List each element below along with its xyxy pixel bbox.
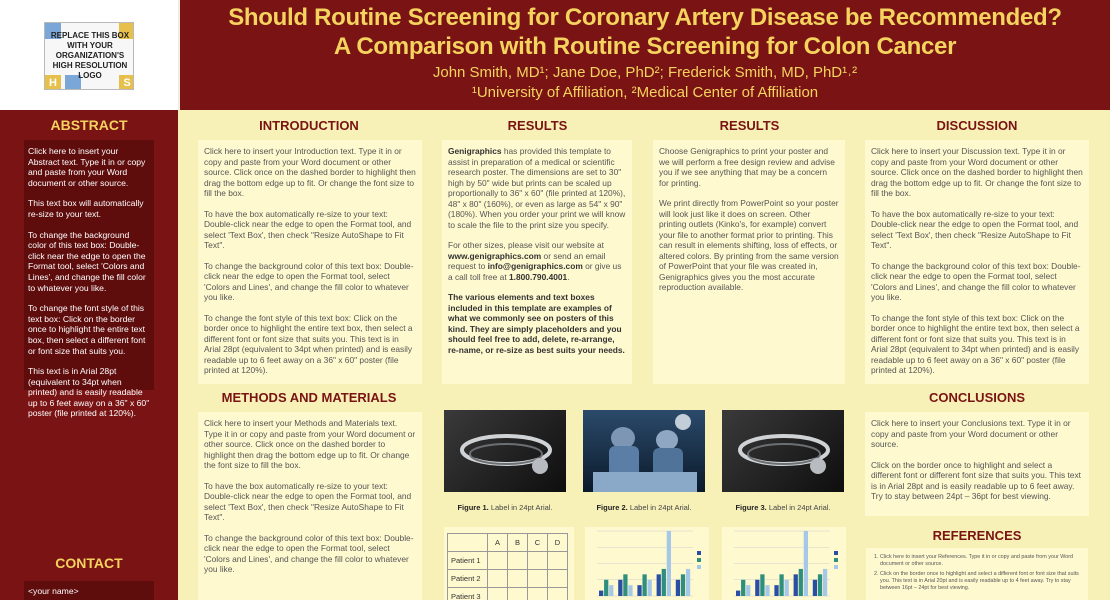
chart-bar [736,591,740,596]
chart-legend-swatch [697,558,701,562]
chart-legend-swatch [834,551,838,555]
chart-bar [804,531,808,596]
stethoscope-icon [722,410,844,492]
website-link[interactable]: www.genigraphics.com [448,250,542,261]
results-paragraph [448,292,626,355]
reference-item: 1. Click here to insert your References. Type it in or copy and paste from your Word document or other source. [880,554,1082,568]
abstract-paragraph: To change the background color of this text box: Double-click near the edge to open the Format tool, select 'Colors and Lines', and change the fill color to whatever you like. [28,229,146,293]
figure-3-image[interactable] [722,410,844,492]
table-cell [548,552,568,570]
table-cell [528,588,548,600]
figure-3-caption [713,503,853,512]
figure-2-caption [574,503,714,512]
results-heading: RESULTS [507,118,568,133]
introduction-paragraph: Click here to insert your Introduction text. Type it in or copy and paste from your Word document or other source. Click once on the dashed border to highlight then drag the bottom edge up to fit. Or change the font size to fill the box. [204,146,416,198]
results-paragraph: We print directly from PowerPoint so your poster will look just like it does on screen. Other printing outlets (Kinko's, for example) convert your file to another format prior to printing. This can result in elements shifting, loss of effects, or altered colors. By printing from the same version of PowerPoint that your file was created in, Genigraphics gives you the most accurate reproduction available. [659,198,839,292]
chart-legend-swatch [697,565,701,569]
conclusions-box[interactable] [865,412,1089,516]
bar-chart-svg [722,527,846,600]
table-cell [548,588,568,600]
email-link[interactable]: info@genigraphics.com [487,261,583,271]
left-column [0,110,178,600]
results-text: or give us a call toll free at [448,261,622,282]
table-cell [528,552,548,570]
methods-heading: METHODS AND MATERIALS [221,390,397,405]
chart-bar [799,569,803,596]
chart-bar [609,585,613,596]
table-cell [488,552,508,570]
poster-header [0,0,1110,110]
results-paragraph [448,146,626,230]
results-box[interactable] [442,140,632,384]
table-cell [508,570,528,588]
discussion-heading: DISCUSSION [936,118,1018,133]
chart-bar [657,574,661,596]
contact-heading: CONTACT [55,555,123,571]
discussion-paragraph: To change the background color of this text box: Double-click near the edge to open the Format tool, select 'Colors and Lines', and change the fill color to whatever you like. [871,260,1081,302]
abstract-heading: ABSTRACT [50,117,128,133]
methods-paragraph: Click here to insert your Methods and Materials text. Type it in or copy and paste from your Word document or other source. Click once on the dashed border to highlight then drag the bottom edge up to fit. Or change the font size to fill the box. [204,418,416,470]
results-paragraph [448,240,626,282]
table-row-label: Patient 3 [448,588,488,600]
reference-item: 2. Click on the border once to highlight and select a different font or font size that suits you. This text is in Arial 20pt and is easily readable up to 4 feet away. Try to stay between 16pt – 24pt for best viewing. [880,571,1082,592]
chart-bar [813,580,817,596]
discussion-paragraph: Click here to insert your Discussion text. Type it in or copy and paste from your Word document or other source. Click once on the dashed border to highlight then drag the bottom edge up to fit. Or change the font size to fill the box. [871,146,1083,198]
table-row [448,588,568,600]
surgery-icon [583,410,705,492]
introduction-paragraph: To change the background color of this text box: Double-click near the edge to open the Format tool, select 'Colors and Lines', and change the fill color to whatever you like. [204,260,414,302]
introduction-paragraph: To change the font style of this text box: Click on the border once to highlight the entire text box, then select a different font or font size that suits you. This text is in Arial 28pt (equivalent to 34pt when printed) and is easily readable up to 6 feet away on a 36" x 60" poster (file printed at 120%). [204,312,413,375]
results-text: . [567,271,570,282]
chart-bar [765,585,769,596]
methods-box[interactable] [198,412,422,600]
chart-bar [686,569,690,596]
data-table-panel[interactable] [444,527,574,600]
table-row [448,552,568,570]
logo-tile: S [119,75,134,90]
bar-chart-svg [585,527,709,600]
table-cell [508,588,528,600]
introduction-paragraph: To have the box automatically re-size to your text: Double-click near the edge to open the Format tool, and select 'Text Box', then check "Resize AutoShape to Fit Text". [204,208,412,250]
methods-paragraph: To have the box automatically re-size to your text: Double-click near the edge to open the Format tool, and select 'Text Box', then check "Resize AutoShape to Fit Text". [204,480,412,522]
results-heading-2: RESULTS [719,118,780,133]
table-header-cell: B [508,534,528,552]
chart-bar [642,574,646,596]
conclusions-heading: CONCLUSIONS [928,390,1026,405]
table-header-row [448,534,568,552]
results-bold-text: The various elements and text boxes included in this template are examples of what we commonly see on posters of this kind. They are simply placeholders and you should feel free to add, delete, re-arrange, re-name, or re-size as best suits your needs. [448,292,625,355]
table-cell [528,570,548,588]
figure-label: Figure 1. [457,503,489,512]
contact-name: <your name> [28,586,79,596]
figure-caption-text: Label in 24pt Arial. [488,503,553,512]
data-table [447,533,568,600]
chart-bar [681,574,685,596]
chart-bar [774,585,778,596]
table-row [448,570,568,588]
chart-bar [755,580,759,596]
abstract-paragraph: This text box will automatically re-size to your text. [28,198,144,219]
chart-bar [818,574,822,596]
chart-bar [662,569,666,596]
table-cell [508,552,528,570]
stethoscope-icon [444,410,566,492]
logo-area [0,0,178,110]
table-row-label: Patient 1 [448,552,488,570]
results-text: has provided this template to assist in preparation of a medical or scientific research poster. The dimensions are set to 30" high by 50" wide but prints can be scaled up proportionally to 36" x 60" (file printed at 120%), 48" x 80" (160%), or even as large as 54" x 90" (180%). When you order your print we will know to scale the file to the print size you specify. [448,146,626,230]
chart-bar [785,580,789,596]
figure-2-image[interactable] [583,410,705,492]
poster-title-line2[interactable]: A Comparison with Routine Screening for Colon Cancer [333,33,957,60]
abstract-box[interactable] [24,140,154,419]
logo-placeholder[interactable] [44,22,134,90]
chart-bar [794,574,798,596]
table-header-cell: C [528,534,548,552]
bar-chart-2[interactable] [722,527,846,600]
chart-bar [623,574,627,596]
figure-1-image[interactable] [444,410,566,492]
conclusions-paragraph: Click here to insert your Conclusions text. Type it in or copy and paste from your Word document or other source. [871,418,1071,449]
discussion-box[interactable] [865,140,1089,384]
discussion-paragraph: To have the box automatically re-size to your text: Double-click near the edge to open the Format tool, and select 'Text Box', then check "Resize AutoShape to Fit Text". [871,208,1079,250]
results-box-2[interactable] [653,140,845,384]
figure-caption-text: Label in 24pt Arial. [627,503,692,512]
table-header-cell: A [488,534,508,552]
table-row-label: Patient 2 [448,570,488,588]
abstract-paragraph: To change the font style of this text box: Click on the border once to highlight the entire text box, then select a different font or font size that suits you. [28,303,146,356]
poster-affiliations[interactable]: ¹University of Affiliation, ²Medical Center of Affiliation [471,84,819,101]
bar-chart-1[interactable] [585,527,709,600]
methods-paragraph: To change the background color of this text box: Double-click near the edge to open the Format tool, select 'Colors and Lines', and change the fill color to whatever you like. [204,532,414,574]
abstract-paragraph: This text is in Arial 28pt (equivalent to 34pt when printed) and is easily readable up to 6 feet away on a 36" x 60" poster (file printed at 120%). [28,366,150,419]
introduction-box[interactable] [198,140,422,384]
chart-legend-swatch [834,565,838,569]
chart-bar [823,569,827,596]
chart-bar [760,574,764,596]
chart-bar [741,580,745,596]
figure-1-caption [435,503,575,512]
table-header-cell [448,534,488,552]
chart-bar [637,585,641,596]
introduction-heading: INTRODUCTION [259,118,359,133]
chart-bar [779,574,783,596]
chart-legend-swatch [834,558,838,562]
results-text: or send an email request to [448,250,606,271]
table-cell [488,588,508,600]
discussion-paragraph: To change the font style of this text box: Click on the border once to highlight the entire text box, then select a different font or font size that suits you. This text is in Arial 28pt (equivalent to 34pt when printed) and is easily readable up to 6 feet away on a 36" x 60" poster (file printed at 120%). [871,312,1080,375]
conclusions-paragraph: Click on the border once to highlight and select a different font or different font size that suits you. This text is in Arial 28pt and is easily readable up to 6 feet away. Try to stay between 24pt – 36pt for best viewing. [871,459,1081,501]
chart-bar [648,580,652,596]
chart-bar [746,585,750,596]
results-paragraph: Choose Genigraphics to print your poster and we will perform a free design review and advise you if we see anything that may be a concern for printing. [659,146,835,188]
chart-bar [599,591,603,596]
references-list[interactable] [866,548,1088,600]
figure-label: Figure 3. [735,503,767,512]
chart-bar [667,531,671,596]
table-cell [548,570,568,588]
results-text: For other sizes, please visit our website at [448,240,604,250]
figure-caption-text: Label in 24pt Arial. [766,503,831,512]
table-header-cell: D [548,534,568,552]
references-heading: REFERENCES [932,528,1022,543]
chart-bar [676,580,680,596]
contact-box[interactable] [24,581,154,600]
phone-number: 1.800.790.4001 [508,271,568,282]
poster-title-line1[interactable]: Should Routine Screening for Coronary Artery Disease be Recommended? [228,4,1062,31]
poster-authors[interactable]: John Smith, MD¹; Jane Doe, PhD²; Frederick Smith, MD, PhD¹˒² [432,64,858,81]
chart-bar [604,580,608,596]
logo-tile: H [45,75,61,90]
logo-text: REPLACE THIS BOX WITH YOUR ORGANIZATION'S HIGH RESOLUTION LOGO [50,31,130,80]
figure-label: Figure 2. [596,503,628,512]
table-cell [488,570,508,588]
chart-legend-swatch [697,551,701,555]
chart-bar [618,580,622,596]
genigraphics-name: Genigraphics [448,146,502,156]
chart-bar [628,585,632,596]
abstract-paragraph: Click here to insert your Abstract text. Type it in or copy and paste from your Word document or other source. [28,146,146,188]
